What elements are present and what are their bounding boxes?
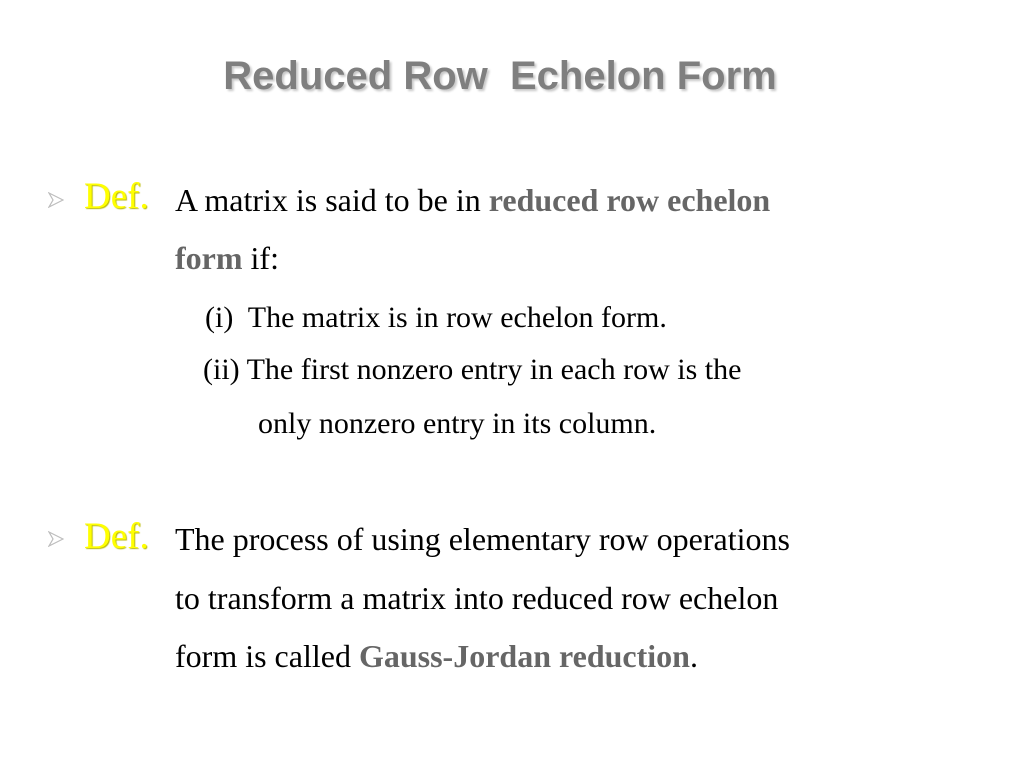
arrowhead-bullet-icon [48, 531, 64, 547]
def1-line-2 [175, 242, 279, 274]
def1-term-rref: reduced row echelon [488, 182, 771, 218]
def2-line3-text: form is called [175, 638, 359, 674]
def1-item-ii-line2: only nonzero entry in its column. [258, 407, 657, 440]
def2-line-3 [175, 640, 698, 672]
def-label-1: Def. [84, 176, 149, 217]
def1-line-1 [175, 184, 770, 216]
def2-line-1: The process of using elementary row operations [175, 521, 790, 557]
def1-line1-text: A matrix is said to be in [175, 182, 489, 218]
def1-item-ii-line1: (ii) The first nonzero entry in each row is the [203, 353, 742, 386]
def2-line3-period: . [689, 638, 698, 674]
def2-term-gauss-jordan: Gauss-Jordan reduction [358, 638, 690, 674]
arrowhead-bullet-icon [48, 192, 64, 208]
def2-line-2: to transform a matrix into reduced row echelon [175, 580, 779, 616]
def1-item-i: (i) The matrix is in row echelon form. [205, 301, 667, 334]
def1-line2-text: if: [242, 240, 279, 276]
def-label-2: Def. [84, 516, 149, 557]
slide-title: Reduced Row Echelon Form [223, 54, 777, 98]
def1-term-form: form [175, 240, 243, 276]
